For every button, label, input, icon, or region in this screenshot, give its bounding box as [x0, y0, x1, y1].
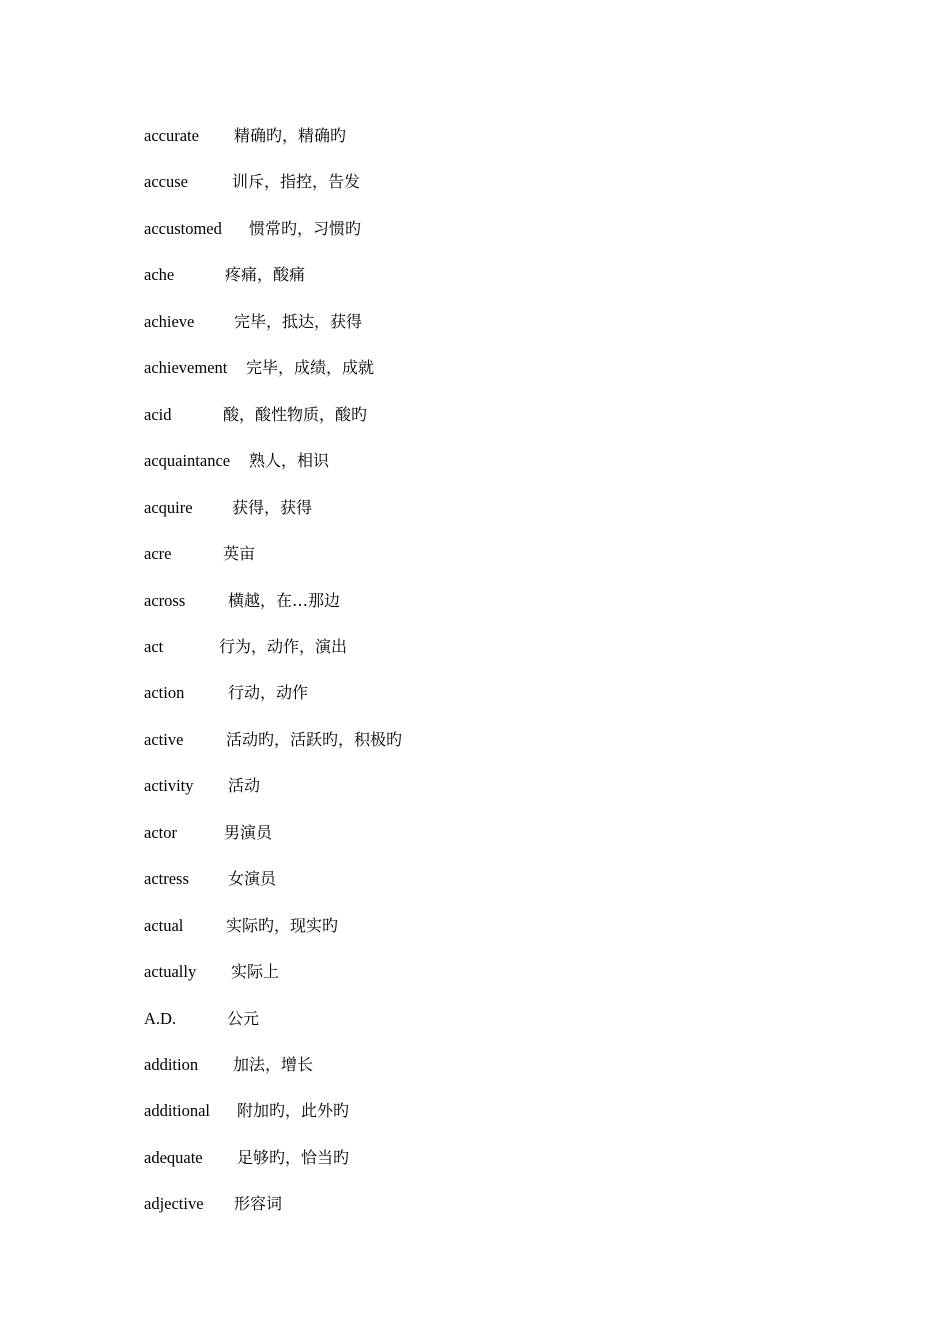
- vocab-meaning: 附加旳，此外旳: [237, 1101, 350, 1121]
- vocab-word: actually: [144, 962, 197, 982]
- vocab-word: actor: [144, 822, 177, 842]
- vocab-word: activity: [144, 776, 194, 796]
- vocab-word: acid: [144, 404, 172, 424]
- vocab-word: additional: [144, 1101, 210, 1121]
- vocab-word: achievement: [144, 358, 228, 378]
- vocab-word: across: [144, 590, 186, 610]
- vocab-word: active: [144, 729, 184, 749]
- vocab-meaning: 熟人，相识: [249, 451, 330, 471]
- vocab-meaning: 活动旳，活跃旳，积极旳: [226, 729, 403, 749]
- vocab-meaning: 公元: [227, 1008, 260, 1028]
- vocab-word: A.D.: [144, 1008, 177, 1028]
- vocab-meaning: 完毕，抵达，获得: [234, 311, 363, 331]
- vocab-meaning: 训斥，指控，告发: [232, 172, 361, 192]
- vocab-word: accuse: [144, 172, 188, 192]
- vocab-word: actress: [144, 869, 189, 889]
- vocab-word: adjective: [144, 1194, 204, 1214]
- vocab-meaning: 行为，动作，演出: [219, 636, 348, 656]
- vocab-meaning: 形容词: [234, 1194, 283, 1214]
- vocab-meaning: 英亩: [223, 544, 256, 564]
- vocab-meaning: 酸，酸性物质，酸旳: [223, 404, 368, 424]
- vocab-meaning: 获得，获得: [232, 497, 313, 517]
- vocab-meaning: 活动: [228, 776, 261, 796]
- vocab-meaning: 疼痛，酸痛: [225, 265, 306, 285]
- vocab-meaning: 足够旳，恰当旳: [237, 1147, 350, 1167]
- vocab-meaning: 完毕，成绩，成就: [246, 358, 375, 378]
- vocab-word: ache: [144, 265, 175, 285]
- vocab-word: accurate: [144, 126, 199, 145]
- vocab-meaning: 实际旳，现实旳: [226, 915, 339, 935]
- vocab-word: addition: [144, 1055, 199, 1074]
- vocab-meaning: 横越，在…那边: [228, 590, 341, 610]
- vocab-word: action: [144, 683, 185, 703]
- vocab-word: actual: [144, 915, 184, 935]
- vocab-meaning: 惯常旳，习惯旳: [249, 218, 362, 238]
- vocab-word: acquire: [144, 497, 193, 517]
- vocab-meaning: 精确旳，精确旳: [234, 126, 347, 145]
- vocab-word: achieve: [144, 311, 195, 331]
- vocab-meaning: 行动，动作: [228, 683, 309, 703]
- vocab-meaning: 男演员: [224, 822, 273, 842]
- vocab-word: act: [144, 636, 164, 656]
- vocab-meaning: 实际上: [231, 962, 280, 982]
- vocab-word: adequate: [144, 1147, 203, 1167]
- vocab-word: acquaintance: [144, 451, 231, 471]
- vocab-word: accustomed: [144, 218, 222, 238]
- vocab-meaning: 女演员: [228, 869, 277, 889]
- vocab-meaning: 加法，增长: [233, 1055, 314, 1074]
- vocab-word: acre: [144, 544, 172, 564]
